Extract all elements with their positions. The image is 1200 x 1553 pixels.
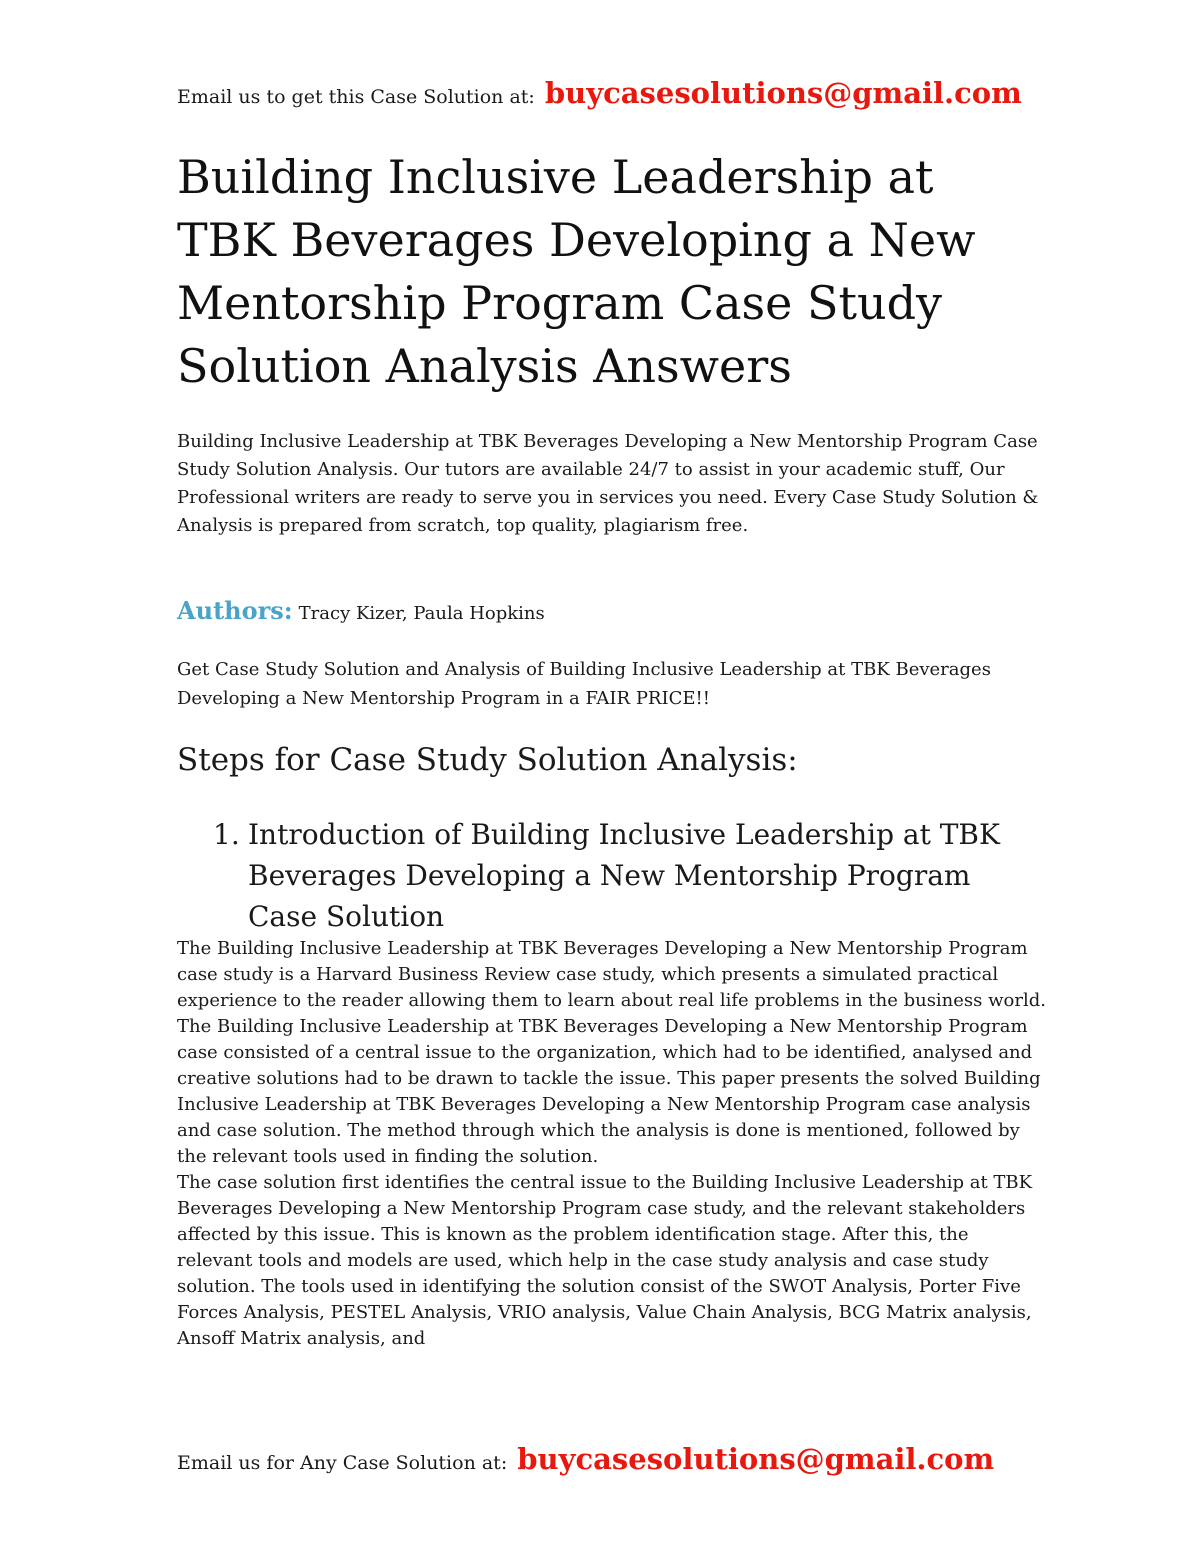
body-text bbox=[177, 936, 1047, 1352]
authors-line bbox=[177, 596, 545, 625]
header-email-line bbox=[177, 76, 1022, 110]
step-item bbox=[213, 814, 1003, 937]
footer-email-address[interactable]: buycasesolutions@gmail.com bbox=[517, 1442, 995, 1476]
step-number: 1. bbox=[213, 818, 240, 851]
authors-label: Authors: bbox=[177, 596, 293, 625]
body-paragraph-1: The Building Inclusive Leadership at TBK Beverages Developing a New Mentorship Program case study is a Harvard Business Review case study, which presents a simulated practical experience to the reader allowing them to learn about real life problems in the business world. The Building Inclusive Leadership at TBK Beverages Developing a New Mentorship Program case consisted of a central issue to the organization, which had to be identified, analysed and creative solutions had to be drawn to tackle the issue. This paper presents the solved Building Inclusive Leadership at TBK Beverages Developing a New Mentorship Program case analysis and case solution. The method through which the analysis is done is mentioned, followed by the relevant tools used in finding the solution. bbox=[177, 938, 1046, 1167]
steps-heading: Steps for Case Study Solution Analysis: bbox=[177, 742, 798, 778]
intro-paragraph: Building Inclusive Leadership at TBK Beverages Developing a New Mentorship Program Case Study Solution Analysis. Our tutors are available 24/7 to assist in your academic stuff, Our Professional writers are ready to serve you in services you need. Every Case Study Solution & Analysis is prepared from scratch, top quality, plagiarism free. bbox=[177, 431, 1039, 536]
header-email-address[interactable]: buycasesolutions@gmail.com bbox=[544, 76, 1022, 110]
document-page bbox=[177, 0, 1047, 1553]
document-title: Building Inclusive Leadership at TBK Beverages Developing a New Mentorship Program Case Study Solution Analysis Answers bbox=[177, 150, 976, 393]
body-paragraph-2: The case solution first identifies the central issue to the Building Inclusive Leadership at TBK Beverages Developing a New Mentorship Program case study, and the relevant stakeholders affected by this issue. This is known as the problem identification stage. After this, the relevant tools and models are used, which help in the case study analysis and case study solution. The tools used in identifying the solution consist of the SWOT Analysis, Porter Five Forces Analysis, PESTEL Analysis, VRIO analysis, Value Chain Analysis, BCG Matrix analysis, Ansoff Matrix analysis, and bbox=[177, 1172, 1033, 1349]
authors-names: Tracy Kizer, Paula Hopkins bbox=[298, 603, 545, 624]
footer-email-prefix: Email us for Any Case Solution at: bbox=[177, 1452, 508, 1474]
header-email-prefix: Email us to get this Case Solution at: bbox=[177, 86, 535, 108]
step-title: Introduction of Building Inclusive Leadership at TBK Beverages Developing a New Mentorship Program Case Solution bbox=[248, 818, 1000, 933]
fair-price-paragraph: Get Case Study Solution and Analysis of Building Inclusive Leadership at TBK Beverages Developing a New Mentorship Program in a FAIR PRICE!! bbox=[177, 659, 991, 709]
footer-email-line bbox=[177, 1442, 994, 1476]
